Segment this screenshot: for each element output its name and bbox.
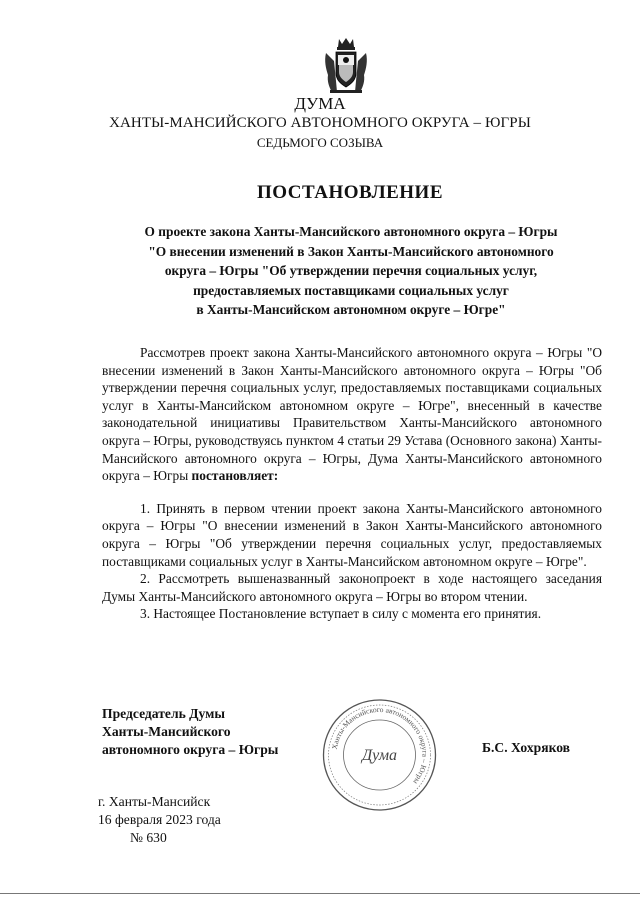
title-line: округа – Югры "Об утверждении перечня социальных услуг,: [164, 263, 538, 278]
document-number: № 630: [130, 830, 167, 845]
region-name: ХАНТЫ-МАНСИЙСКОГО АВТОНОМНОГО ОКРУГА – ЮГРЫ: [109, 115, 531, 131]
point-3: 3. Настоящее Постановление вступает в силу с момента его принятия.: [140, 606, 542, 622]
signatory-position: [102, 705, 278, 759]
convocation: СЕДЬМОГО СОЗЫВА: [256, 135, 384, 150]
resolves-word: постановляет:: [191, 468, 279, 484]
title-line: О проекте закона Ханты-Мансийского автономного округа – Югры: [144, 224, 558, 239]
org-name: ДУМА: [294, 94, 346, 113]
title-line: в Ханты-Мансийском автономном округе – Югре": [196, 302, 506, 317]
coat-of-arms-icon: [322, 35, 370, 95]
title-line: "О внесении изменений в Закон Ханты-Мансийского автономного: [148, 243, 554, 259]
document-footer: [98, 793, 221, 847]
seal-center-text: Дума: [361, 747, 398, 764]
city: г. Ханты-Мансийск: [98, 794, 211, 809]
preamble-text: Рассмотрев проект закона Ханты-Мансийского автономного округа – Югры "О внесении изменений в Закон Ханты-Мансийского автономного округа – Югры "Об утверждении перечня социальных услуг, предоставляемых поставщиками социальных услуг в Ханты-Мансийском автономном округе – Югре", внесенный в качестве законодательной инициативы Правительством Ханты-Мансийского автономного округа – Югры, руководствуясь пунктом 4 статьи 29 Устава (Основного закона) Ханты-Мансийского автономного округа – Югры, Дума Ханты-Мансийского автономного округа – Югры: [102, 345, 602, 484]
seal-ring-text: Ханты-Мансийского автономного округа – Югры: [329, 704, 430, 787]
point-1: 1. Принять в первом чтении проект закона Ханты-Мансийского автономного округа – Югры "О внесении изменений в Закон Ханты-Мансийского автономного округа – Югры "Об утверждении перечня социальных услуг, предоставляемых поставщиками социальных услуг в Ханты-Мансийском автономном округе – Югре".: [102, 500, 602, 569]
signatory-position-line: Председатель Думы: [102, 706, 226, 721]
document-type: ПОСТАНОВЛЕНИЕ: [256, 182, 444, 203]
signatory-name: Б.С. Хохряков: [482, 740, 571, 755]
signatory-position-line: Ханты-Мансийского: [102, 724, 231, 739]
signatory-position-line: автономного округа – Югры: [102, 742, 279, 757]
document-title: [96, 222, 606, 320]
title-line: предоставляемых поставщиками социальных услуг: [193, 282, 509, 298]
preamble-paragraph: [102, 344, 602, 485]
point-2: 2. Рассмотреть вышеназванный законопроект в ходе настоящего заседания Думы Ханты-Мансийского автономного округа – Югры во втором чтении.: [102, 571, 602, 604]
bottom-divider: [0, 893, 640, 894]
document-body: [102, 344, 602, 623]
official-seal-icon: [312, 695, 447, 815]
date: 16 февраля 2023 года: [98, 812, 221, 827]
